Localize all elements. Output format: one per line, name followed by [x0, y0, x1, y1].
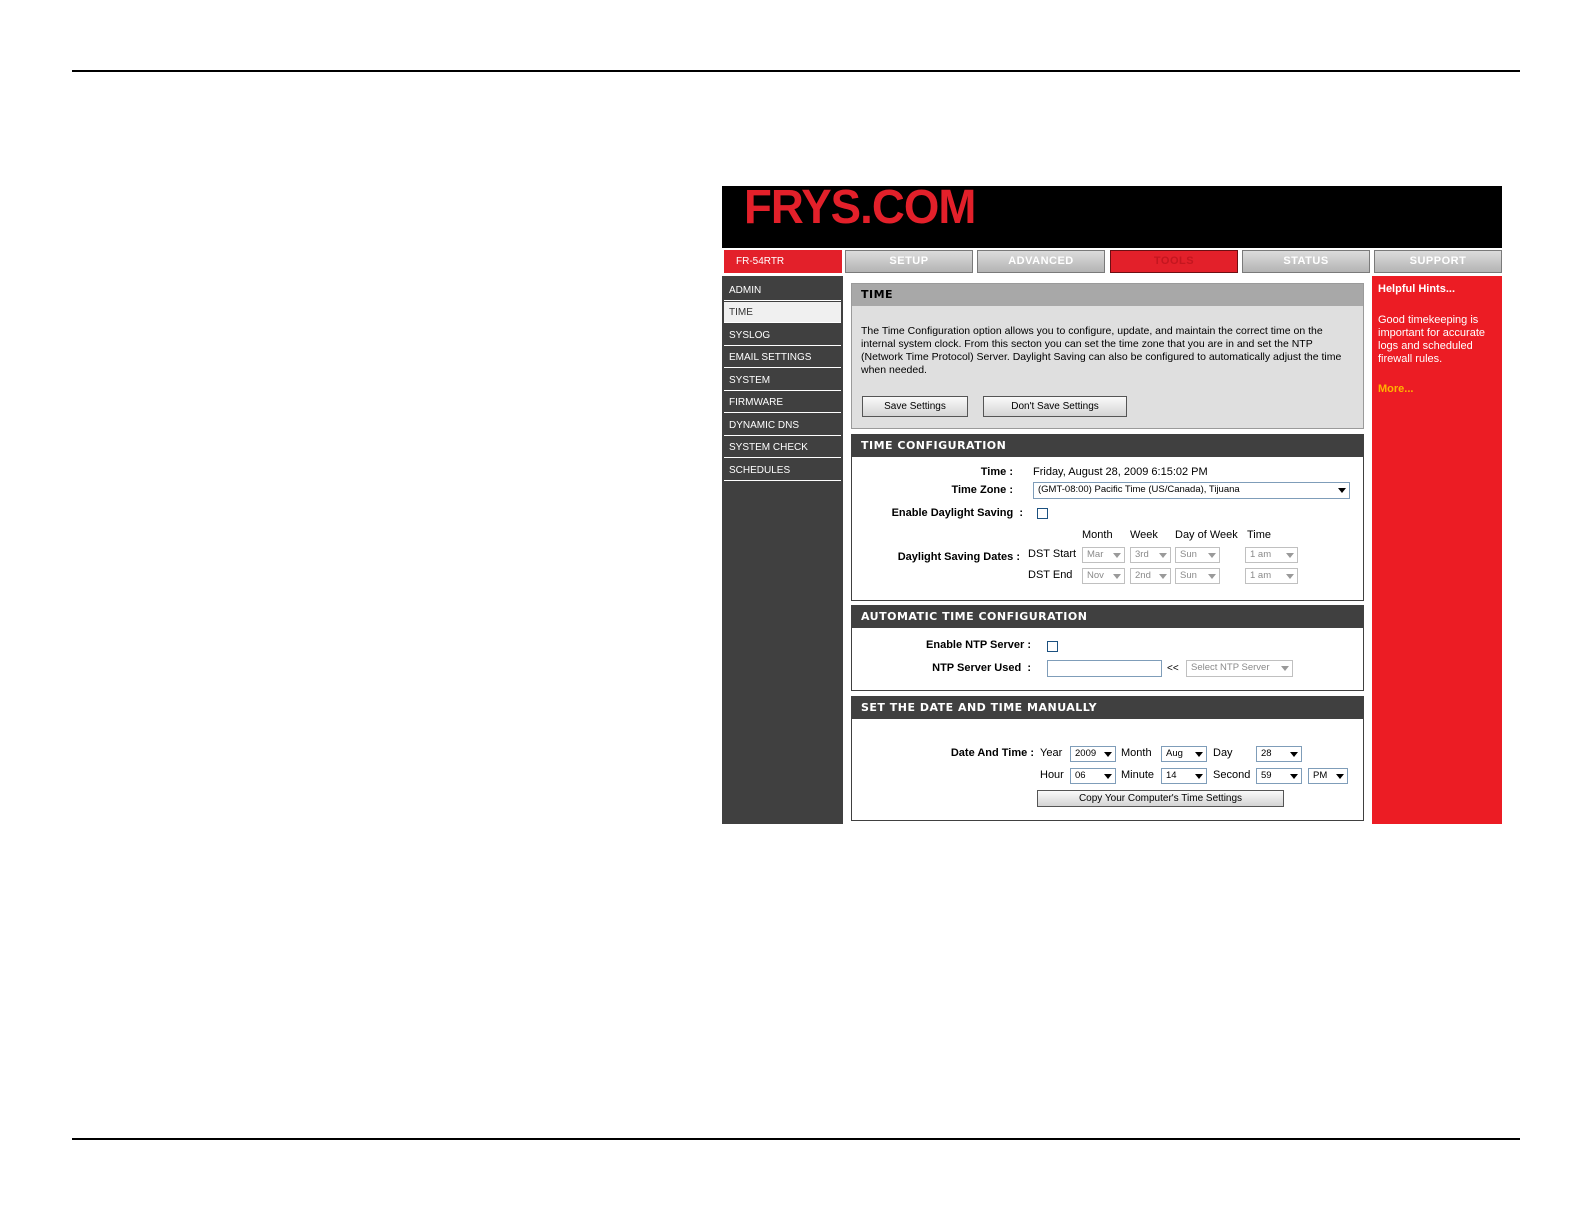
top-rule — [72, 70, 1520, 72]
enable-daylight-saving-label: Enable Daylight Saving : — [891, 507, 1023, 519]
main-content — [843, 276, 1372, 824]
dst-start-month-select[interactable]: Mar — [1082, 547, 1125, 563]
more-link[interactable]: More... — [1378, 383, 1414, 395]
dst-end-week-select[interactable]: 2nd — [1130, 568, 1171, 584]
chevron-down-icon — [1159, 553, 1167, 558]
chevron-down-icon — [1104, 752, 1112, 757]
col-time: Time — [1247, 529, 1272, 541]
second-label: Second — [1213, 769, 1251, 781]
time-configuration-section — [851, 434, 1364, 601]
tab-advanced[interactable]: ADVANCED — [977, 250, 1105, 273]
time-section-title: TIME — [852, 284, 1363, 306]
helpful-hints-text: Good timekeeping is important for accurate logs and scheduled firewall rules. — [1378, 314, 1485, 365]
day-select[interactable]: 28 — [1256, 746, 1302, 762]
year-select[interactable]: 2009 — [1070, 746, 1116, 762]
time-zone-select[interactable]: (GMT-08:00) Pacific Time (US/Canada), Tijuana — [1033, 482, 1350, 499]
chevron-down-icon — [1195, 774, 1203, 779]
day-label: Day — [1213, 747, 1233, 759]
chevron-down-icon — [1286, 574, 1294, 579]
chevron-down-icon — [1195, 752, 1203, 757]
chevron-down-icon — [1159, 574, 1167, 579]
date-and-time-label: Date And Time : — [950, 747, 1034, 759]
minute-label: Minute — [1121, 769, 1155, 781]
year-label: Year — [1040, 747, 1063, 759]
ampm-select[interactable]: PM — [1308, 768, 1348, 784]
col-week: Week — [1130, 529, 1158, 541]
second-select[interactable]: 59 — [1256, 768, 1302, 784]
chevron-down-icon — [1290, 774, 1298, 779]
ntp-server-select[interactable]: Select NTP Server — [1186, 660, 1293, 677]
manual-date-time-title: SET THE DATE AND TIME MANUALLY — [852, 697, 1363, 719]
header-banner — [722, 186, 1502, 248]
automatic-time-configuration-title: AUTOMATIC TIME CONFIGURATION — [852, 606, 1363, 628]
current-time-value: Friday, August 28, 2009 6:15:02 PM — [1033, 466, 1208, 478]
dst-start-dow-select[interactable]: Sun — [1175, 547, 1220, 563]
left-nav — [722, 276, 843, 824]
nav-item-system-check[interactable]: SYSTEM CHECK — [724, 437, 841, 458]
enable-ntp-server-label: Enable NTP Server : — [926, 639, 1031, 651]
ntp-server-used-label: NTP Server Used : — [932, 662, 1031, 674]
chevron-down-icon — [1281, 666, 1289, 671]
tab-support[interactable]: SUPPORT — [1374, 250, 1502, 273]
ntp-server-input[interactable] — [1047, 660, 1162, 677]
col-month: Month — [1082, 529, 1113, 541]
ntp-copy-arrow: << — [1167, 663, 1179, 674]
time-label: Time : — [980, 466, 1013, 478]
time-zone-label: Time Zone : — [951, 484, 1013, 496]
nav-item-syslog[interactable]: SYSLOG — [724, 325, 841, 346]
tab-bar — [722, 248, 1502, 276]
nav-item-admin[interactable]: ADMIN — [724, 280, 841, 301]
col-day-of-week: Day of Week — [1175, 529, 1238, 541]
dst-start-label: DST Start — [1028, 548, 1077, 560]
copy-computer-time-button[interactable]: Copy Your Computer's Time Settings — [1037, 790, 1284, 807]
month-select[interactable]: Aug — [1161, 746, 1207, 762]
chevron-down-icon — [1338, 488, 1346, 493]
ntp-server-checkbox[interactable] — [1047, 641, 1058, 652]
month-label: Month — [1121, 747, 1152, 759]
nav-item-email-settings[interactable]: EMAIL SETTINGS — [724, 347, 841, 368]
bottom-rule — [72, 1138, 1520, 1140]
minute-select[interactable]: 14 — [1161, 768, 1207, 784]
nav-item-dynamic-dns[interactable]: DYNAMIC DNS — [724, 415, 841, 436]
time-intro-text: The Time Configuration option allows you to configure, update, and maintain the correct time on the internal system clock. From this secton you can set the time zone that you are in and set the NTP (Network Time Protocol) Server. Daylight Saving can also be configured to automatically adjust the time when needed. — [861, 325, 1342, 376]
hour-label: Hour — [1040, 769, 1064, 781]
tab-tools[interactable]: TOOLS — [1110, 250, 1238, 273]
nav-item-time[interactable]: TIME — [724, 302, 841, 323]
router-screenshot — [722, 186, 1502, 824]
daylight-saving-checkbox[interactable] — [1037, 508, 1048, 519]
dst-start-time-select[interactable]: 1 am — [1245, 547, 1298, 563]
dst-start-week-select[interactable]: 3rd — [1130, 547, 1171, 563]
save-settings-button[interactable]: Save Settings — [862, 396, 968, 417]
chevron-down-icon — [1104, 774, 1112, 779]
helpful-hints-title: Helpful Hints... — [1378, 283, 1455, 295]
daylight-saving-dates-label: Daylight Saving Dates : — [897, 551, 1020, 563]
helpful-hints-panel — [1372, 276, 1502, 824]
chevron-down-icon — [1208, 574, 1216, 579]
dst-end-label: DST End — [1028, 569, 1073, 581]
nav-item-firmware[interactable]: FIRMWARE — [724, 392, 841, 413]
nav-item-schedules[interactable]: SCHEDULES — [724, 460, 841, 481]
chevron-down-icon — [1290, 752, 1298, 757]
tab-status[interactable]: STATUS — [1242, 250, 1370, 273]
model-label: FR-54RTR — [724, 250, 842, 273]
chevron-down-icon — [1286, 553, 1294, 558]
dst-end-dow-select[interactable]: Sun — [1175, 568, 1220, 584]
manual-date-time-section — [851, 696, 1364, 821]
chevron-down-icon — [1113, 553, 1121, 558]
hour-select[interactable]: 06 — [1070, 768, 1116, 784]
time-configuration-title: TIME CONFIGURATION — [852, 435, 1363, 457]
dont-save-settings-button[interactable]: Don't Save Settings — [983, 396, 1127, 417]
tab-setup[interactable]: SETUP — [845, 250, 973, 273]
dst-end-month-select[interactable]: Nov — [1082, 568, 1125, 584]
chevron-down-icon — [1336, 774, 1344, 779]
time-section — [851, 283, 1364, 429]
nav-item-system[interactable]: SYSTEM — [724, 370, 841, 391]
automatic-time-configuration-section — [851, 605, 1364, 691]
logo: FRYS.COM — [744, 186, 976, 234]
chevron-down-icon — [1208, 553, 1216, 558]
chevron-down-icon — [1113, 574, 1121, 579]
dst-end-time-select[interactable]: 1 am — [1245, 568, 1298, 584]
